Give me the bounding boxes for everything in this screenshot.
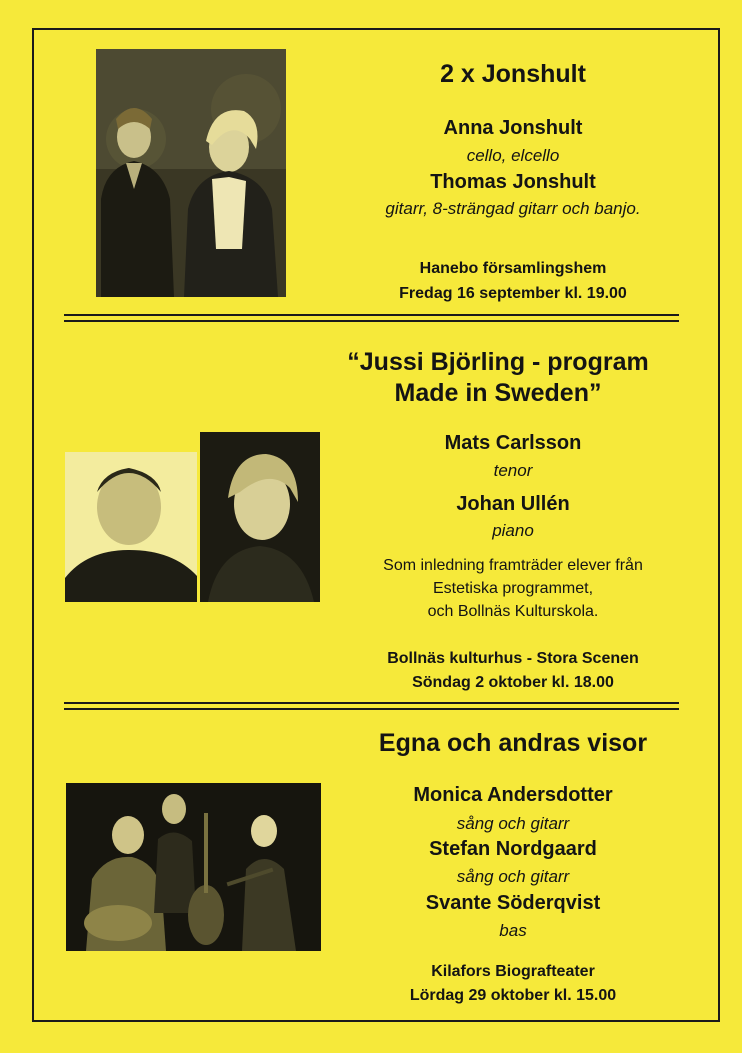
performer-name: Monica Andersdotter bbox=[413, 784, 613, 806]
event-1-title: 2 x Jonshult bbox=[440, 60, 586, 88]
performer-name: Stefan Nordgaard bbox=[429, 838, 597, 860]
event-venue: Hanebo församlingshem bbox=[419, 260, 607, 277]
performer-name: Mats Carlsson bbox=[444, 432, 582, 454]
intro-line: Som inledning framträder elever från bbox=[383, 557, 643, 574]
performer-name: Thomas Jonshult bbox=[430, 171, 596, 193]
performer-name: Svante Söderqvist bbox=[425, 892, 601, 914]
tenor-photo bbox=[65, 452, 197, 602]
event-3-title: Egna och andras visor bbox=[378, 729, 648, 757]
performer-role: sång och gitarr bbox=[456, 814, 570, 833]
trio-photo bbox=[66, 783, 321, 951]
performer-role: piano bbox=[492, 521, 534, 540]
event-2-title-line2: Made in Sweden” bbox=[394, 379, 602, 407]
performer-role: bas bbox=[499, 921, 527, 940]
performer-name: Anna Jonshult bbox=[443, 117, 583, 139]
performer-role: tenor bbox=[493, 461, 533, 480]
performer-name: Johan Ullén bbox=[456, 493, 570, 515]
performer-role: cello, elcello bbox=[466, 146, 560, 165]
event-date: Fredag 16 september kl. 19.00 bbox=[399, 285, 627, 302]
duo-photo bbox=[96, 49, 286, 297]
event-date: Söndag 2 oktober kl. 18.00 bbox=[412, 674, 614, 691]
intro-line: och Bollnäs Kulturskola. bbox=[427, 603, 599, 620]
intro-line: Estetiska programmet, bbox=[432, 580, 594, 597]
performer-role: gitarr, 8-strängad gitarr och banjo. bbox=[385, 199, 641, 218]
event-date: Lördag 29 oktober kl. 15.00 bbox=[409, 987, 617, 1004]
pianist-photo bbox=[200, 432, 320, 602]
event-venue: Bollnäs kulturhus - Stora Scenen bbox=[387, 650, 639, 667]
event-venue: Kilafors Biografteater bbox=[431, 963, 595, 980]
performer-role: sång och gitarr bbox=[456, 867, 570, 886]
section-divider bbox=[64, 702, 679, 710]
section-divider bbox=[64, 314, 679, 322]
event-2-title-line1: “Jussi Björling - program bbox=[347, 348, 649, 376]
